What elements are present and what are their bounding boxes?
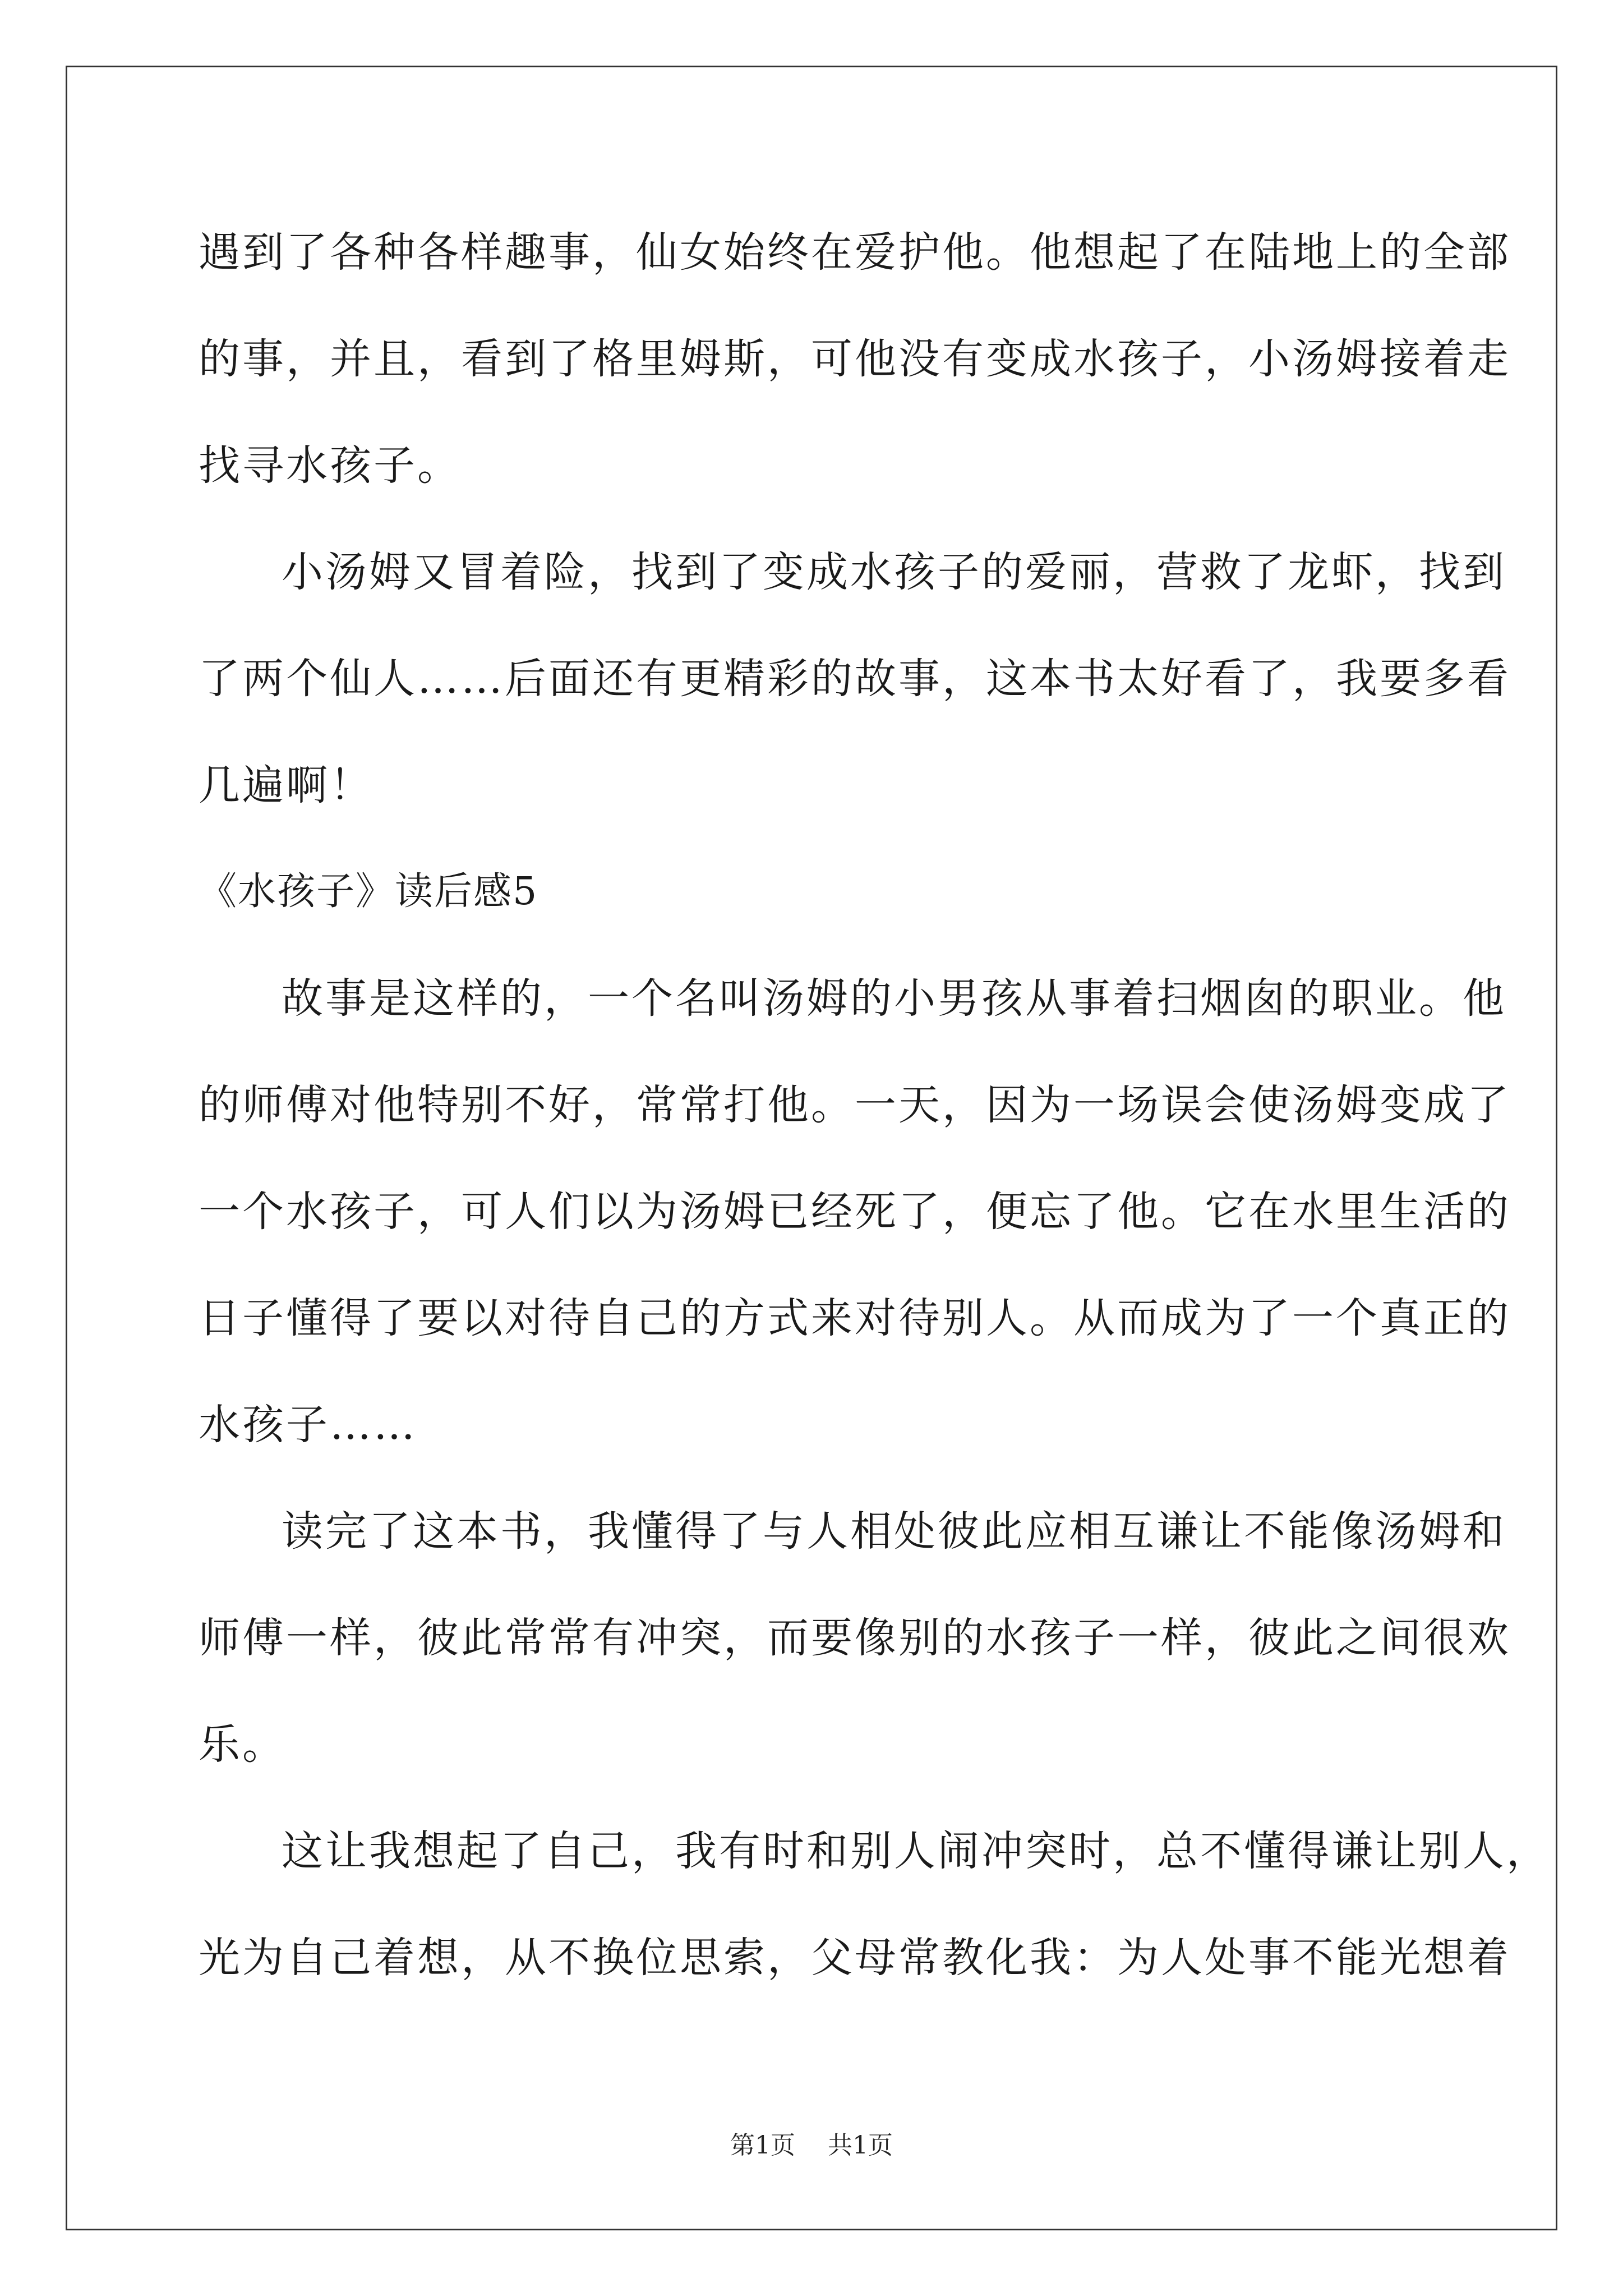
page-total: 共1页 <box>828 2131 893 2160</box>
text-line-3: 找寻水孩子。 <box>199 441 461 490</box>
text-line-14: 师傅一样，彼此常常有冲突，而要像别的水孩子一样，彼此之间很欢 <box>199 1614 1511 1662</box>
text-line-11: 日子懂得了要以对待自己的方式来对待别人。从而成为了一个真正的 <box>199 1294 1511 1342</box>
text-line-1: 遇到了各种各样趣事，仙女始终在爱护他。他想起了在陆地上的全部 <box>199 228 1511 277</box>
text-line-12: 水孩子…… <box>199 1401 417 1449</box>
text-line-8: 故事是这样的，一个名叫汤姆的小男孩从事着扫烟囱的职业。他 <box>282 974 1506 1023</box>
text-line-4: 小汤姆又冒着险，找到了变成水孩子的爱丽，营救了龙虾，找到 <box>282 548 1506 596</box>
text-line-6: 几遍啊！ <box>199 761 374 809</box>
page-number: 第1页 <box>730 2131 795 2160</box>
text-line-16: 这让我想起了自己，我有时和别人闹冲突时，总不懂得谦让别人， <box>282 1827 1550 1875</box>
text-line-17: 光为自己着想，从不换位思索，父母常教化我：为人处事不能光想着 <box>199 1934 1511 1982</box>
section-heading: 《水孩子》读后感5 <box>199 869 538 914</box>
text-line-13: 读完了这本书，我懂得了与人相处彼此应相互谦让不能像汤姆和 <box>282 1507 1506 1556</box>
text-line-9: 的师傅对他特别不好，常常打他。一天，因为一场误会使汤姆变成了 <box>199 1081 1511 1129</box>
text-line-5: 了两个仙人……后面还有更精彩的故事，这本书太好看了，我要多看 <box>199 655 1511 703</box>
document-body <box>199 199 1550 2011</box>
page-footer <box>0 2129 1623 2162</box>
text-line-15: 乐。 <box>199 1720 286 1769</box>
text-line-2: 的事，并且，看到了格里姆斯，可他没有变成水孩子，小汤姆接着走 <box>199 335 1511 383</box>
text-line-10: 一个水孩子，可人们以为汤姆已经死了，便忘了他。它在水里生活的 <box>199 1188 1511 1236</box>
